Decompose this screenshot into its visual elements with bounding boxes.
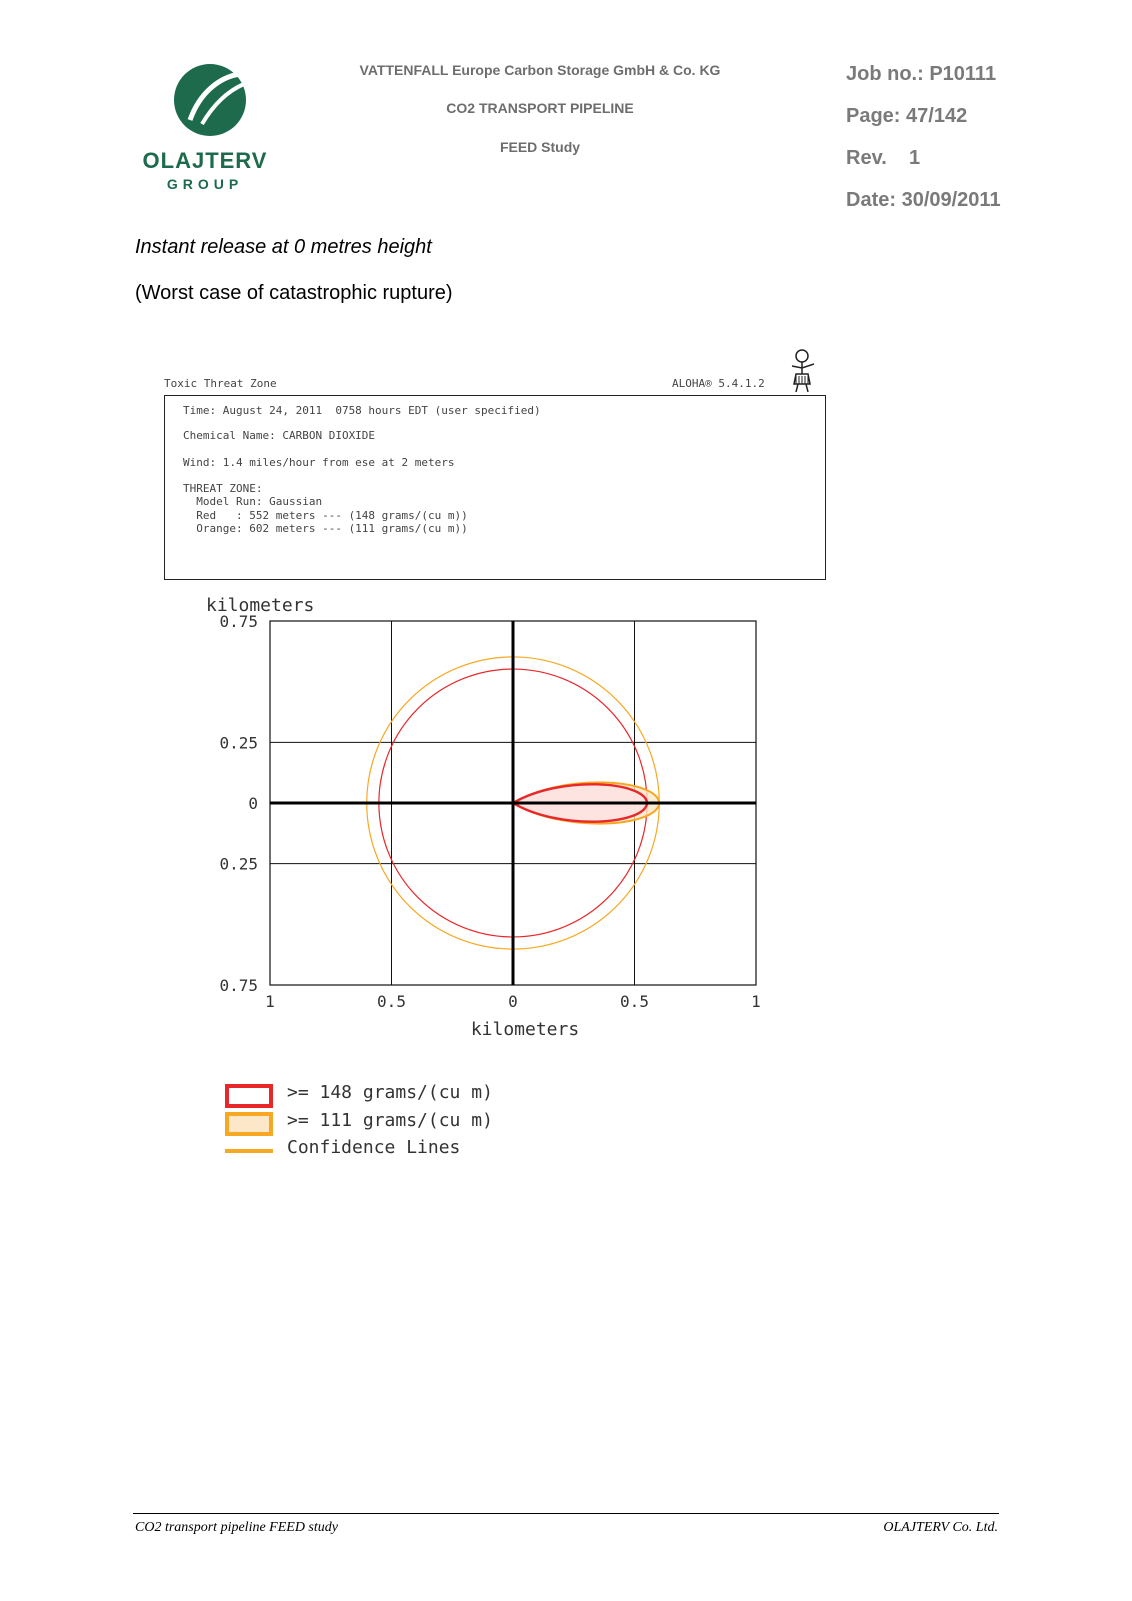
x-tick-label: 0 [508, 992, 518, 1011]
x-tick-label: 0.5 [620, 992, 649, 1011]
company-name: VATTENFALL Europe Carbon Storage GmbH & Co. KG [359, 62, 721, 78]
info-chemical: Chemical Name: CARBON DIOXIDE [183, 429, 376, 442]
x-tick-label: 0.5 [377, 992, 406, 1011]
job-number: Job no.: P10111 [846, 63, 997, 85]
y-tick-label: 0.75 [219, 612, 258, 631]
footer-left: CO2 transport pipeline FEED study [135, 1520, 338, 1535]
legend-swatch-orange [227, 1114, 271, 1134]
hula-girl-icon [778, 346, 826, 394]
study-name: FEED Study [499, 139, 581, 155]
info-threat-zone: THREAT ZONE: [183, 482, 263, 495]
section-subtitle: (Worst case of catastrophic rupture) [135, 282, 453, 304]
aloha-title: Toxic Threat Zone [164, 377, 277, 390]
info-red-zone: Red : 552 meters --- (148 grams/(cu m)) [183, 509, 468, 522]
page-number: Page: 47/142 [846, 105, 968, 127]
x-tick-label: 1 [751, 992, 761, 1011]
legend-label-orange: >= 111 grams/(cu m) [287, 1110, 493, 1131]
legend-label-confidence: Confidence Lines [287, 1137, 461, 1158]
y-tick-label: 0.25 [219, 733, 258, 753]
info-wind: Wind: 1.4 miles/hour from ese at 2 meters [183, 456, 455, 469]
y-tick-label: 0 [248, 794, 258, 813]
logo-group-text: GROUP [166, 176, 244, 192]
footer-right: OLAJTERV Co. Ltd. [883, 1520, 998, 1535]
revision: Rev. 1 [846, 147, 921, 169]
info-orange-zone: Orange: 602 meters --- (111 grams/(cu m)) [183, 522, 468, 535]
info-time: Time: August 24, 2011 0758 hours EDT (user specified) [183, 404, 541, 417]
date: Date: 30/09/2011 [846, 189, 1001, 211]
project-name: CO2 TRANSPORT PIPELINE [446, 100, 634, 116]
footer-rule [133, 1513, 999, 1514]
threat-zone-chart [190, 595, 790, 1055]
section-title: Instant release at 0 metres height [135, 236, 432, 258]
info-model-run: Model Run: Gaussian [183, 495, 323, 508]
y-tick-label: 0.25 [219, 854, 258, 874]
legend-swatches [225, 1084, 277, 1174]
x-axis-label: kilometers [470, 1019, 580, 1040]
legend-label-red: >= 148 grams/(cu m) [287, 1082, 493, 1103]
logo-wordmark: OLAJTERV [142, 148, 268, 173]
aloha-version: ALOHA® 5.4.1.2 [672, 377, 765, 390]
x-tick-label: 1 [265, 992, 275, 1011]
y-tick-label: 0.75 [219, 976, 258, 995]
y-axis-label: kilometers [206, 595, 315, 616]
legend-swatch-red [227, 1086, 271, 1106]
threat-info-box [164, 395, 826, 580]
